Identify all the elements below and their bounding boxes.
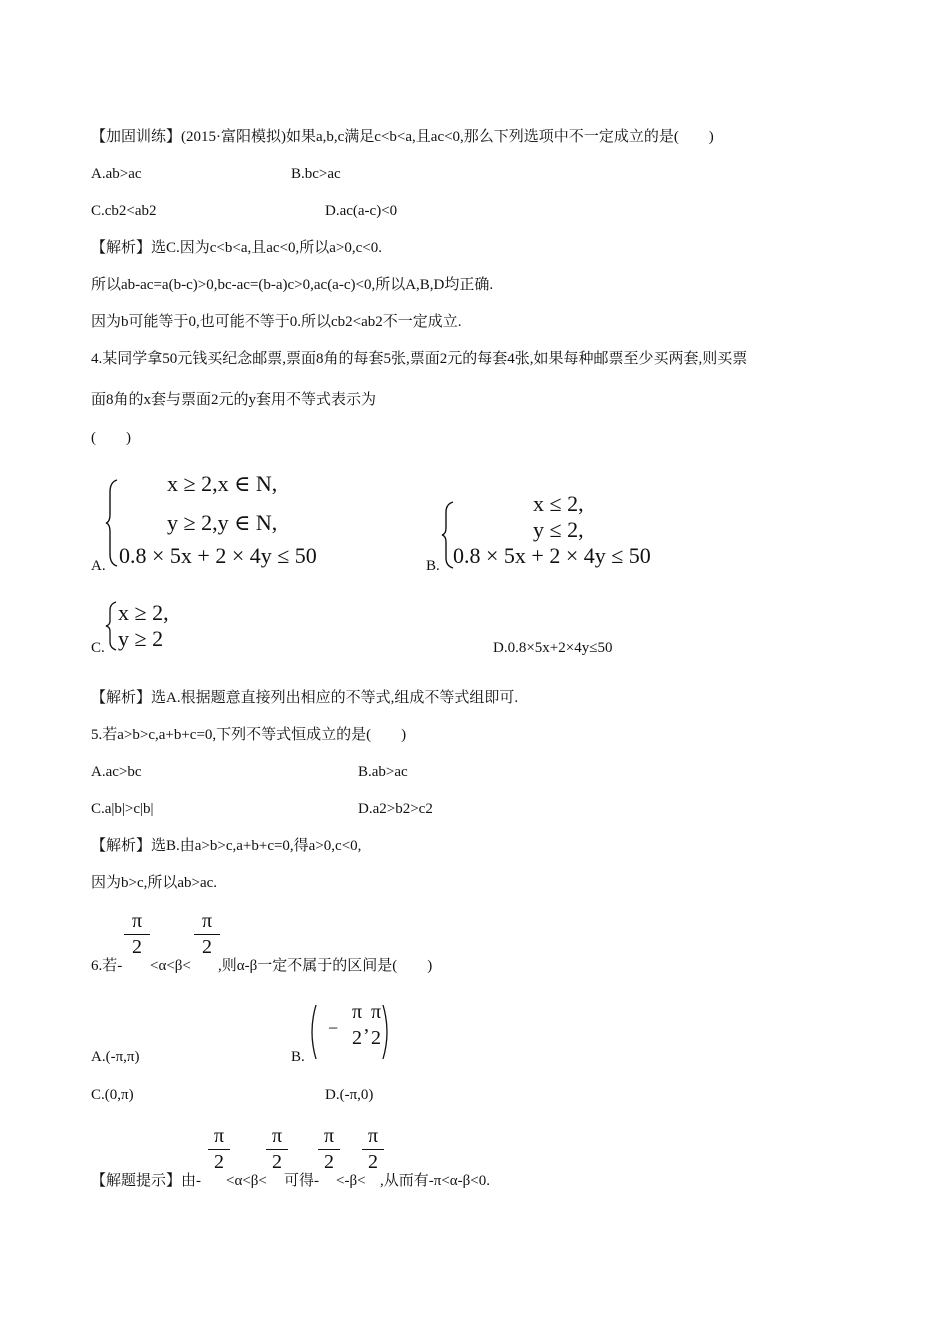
q6-option-d: D.(-π,0): [325, 1087, 374, 1103]
q6-option-b-label: B.: [291, 1049, 305, 1065]
pi-symbol: π: [323, 1125, 335, 1147]
q3-solution-line-3: 因为b可能等于0,也可能不等于0.所以cb2<ab2不一定成立.: [91, 314, 462, 330]
q5-solution-line-2: 因为b>c,所以ab>ac.: [91, 875, 218, 891]
q6-hint-fraction-4: [362, 1125, 384, 1173]
q6-option-b-comma: ,: [364, 1014, 369, 1036]
denominator: 2: [324, 1151, 334, 1173]
q6-hint-middle-3: <-β<: [336, 1173, 366, 1189]
q6-stem-fraction-2: [194, 910, 220, 958]
q6-stem-suffix: ,则α-β一定不属于的区间是( ): [218, 958, 433, 974]
q3-option-b: B.bc>ac: [291, 166, 341, 182]
denominator: 2: [272, 1151, 282, 1173]
q4-answer-paren: ( ): [91, 430, 131, 446]
q4-option-b-line-1: x ≤ 2,: [533, 491, 584, 516]
q4-option-b-line-3: 0.8 × 5x + 2 × 4y ≤ 50: [453, 543, 651, 568]
q6-hint-fraction-2: [266, 1125, 288, 1173]
q4-option-d: D.0.8×5x+2×4y≤50: [493, 640, 613, 656]
q4-stem-line-2: 面8角的x套与票面2元的y套用不等式表示为: [91, 392, 377, 408]
q4-solution: 【解析】选A.根据题意直接列出相应的不等式,组成不等式组即可.: [91, 690, 519, 706]
q4-option-a-label: A.: [91, 558, 106, 574]
q3-option-d: D.ac(a-c)<0: [325, 203, 398, 219]
pi-symbol: π: [370, 1001, 382, 1023]
q4-option-a-line-3: 0.8 × 5x + 2 × 4y ≤ 50: [119, 543, 317, 568]
denominator: 2: [202, 936, 212, 958]
q6-stem-middle: <α<β<: [150, 958, 191, 974]
q3-option-c: C.cb2<ab2: [91, 203, 157, 219]
q5-option-c: C.a|b|>c|b|: [91, 801, 154, 817]
pi-symbol: π: [131, 910, 143, 932]
q5-option-a: A.ac>bc: [91, 764, 142, 780]
q4-option-a-line-2: y ≥ 2,y ∈ N,: [167, 510, 278, 535]
q6-hint-fraction-3: [318, 1125, 340, 1173]
q4-option-a-line-1: x ≥ 2,x ∈ N,: [167, 471, 278, 496]
q6-hint-fraction-1: [208, 1125, 230, 1173]
q3-solution-line-1: 【解析】选C.因为c<b<a,且ac<0,所以a>0,c<0.: [91, 240, 382, 256]
pi-symbol: π: [271, 1125, 283, 1147]
q4-option-b-line-2: y ≤ 2,: [533, 517, 584, 542]
q5-option-d: D.a2>b2>c2: [358, 801, 433, 817]
q6-hint-middle-2: 可得-: [284, 1173, 319, 1189]
q6-option-a: A.(-π,π): [91, 1049, 140, 1065]
denominator: 2: [352, 1027, 362, 1049]
q6-hint-prefix: 【解题提示】由-: [91, 1173, 201, 1189]
pi-symbol: π: [351, 1001, 363, 1023]
denominator: 2: [371, 1027, 381, 1049]
q4-stem-line-1: 4.某同学拿50元钱买纪念邮票,票面8角的每套5张,票面2元的每套4张,如果每种邮票至少买两套,则买票: [91, 351, 748, 367]
q3-option-a: A.ab>ac: [91, 166, 142, 182]
pi-symbol: π: [201, 910, 213, 932]
q6-stem-prefix: 6.若-: [91, 958, 123, 974]
q6-option-b-left-paren: [306, 1003, 318, 1061]
q6-option-b-right-paren: [381, 1003, 393, 1061]
q3-stem: 【加固训练】(2015·富阳模拟)如果a,b,c满足c<b<a,且ac<0,那么下列选项中不一定成立的是( ): [91, 129, 714, 145]
pi-symbol: π: [367, 1125, 379, 1147]
q6-hint-middle-1: <α<β<: [226, 1173, 267, 1189]
pi-symbol: π: [213, 1125, 225, 1147]
denominator: 2: [368, 1151, 378, 1173]
denominator: 2: [214, 1151, 224, 1173]
q6-hint-suffix: ,从而有-π<α-β<0.: [380, 1173, 490, 1189]
q4-option-c-label: C.: [91, 640, 105, 656]
q4-option-b-label: B.: [426, 558, 440, 574]
q6-stem-fraction-1: [124, 910, 150, 958]
q5-solution-line-1: 【解析】选B.由a>b>c,a+b+c=0,得a>0,c<0,: [91, 838, 362, 854]
q5-option-b: B.ab>ac: [358, 764, 408, 780]
q3-solution-line-2: 所以ab-ac=a(b-c)>0,bc-ac=(b-a)c>0,ac(a-c)<0,所以A,B,D均正确.: [91, 277, 494, 293]
q4-option-c-line-1: x ≥ 2,: [118, 600, 169, 625]
q4-option-a-brace: [104, 478, 120, 568]
q6-option-c: C.(0,π): [91, 1087, 134, 1103]
q4-option-c-brace: [104, 600, 118, 652]
denominator: 2: [132, 936, 142, 958]
q4-option-c-line-2: y ≥ 2: [118, 626, 164, 651]
q6-option-b-minus: −: [328, 1018, 339, 1038]
q5-stem: 5.若a>b>c,a+b+c=0,下列不等式恒成立的是( ): [91, 727, 407, 743]
